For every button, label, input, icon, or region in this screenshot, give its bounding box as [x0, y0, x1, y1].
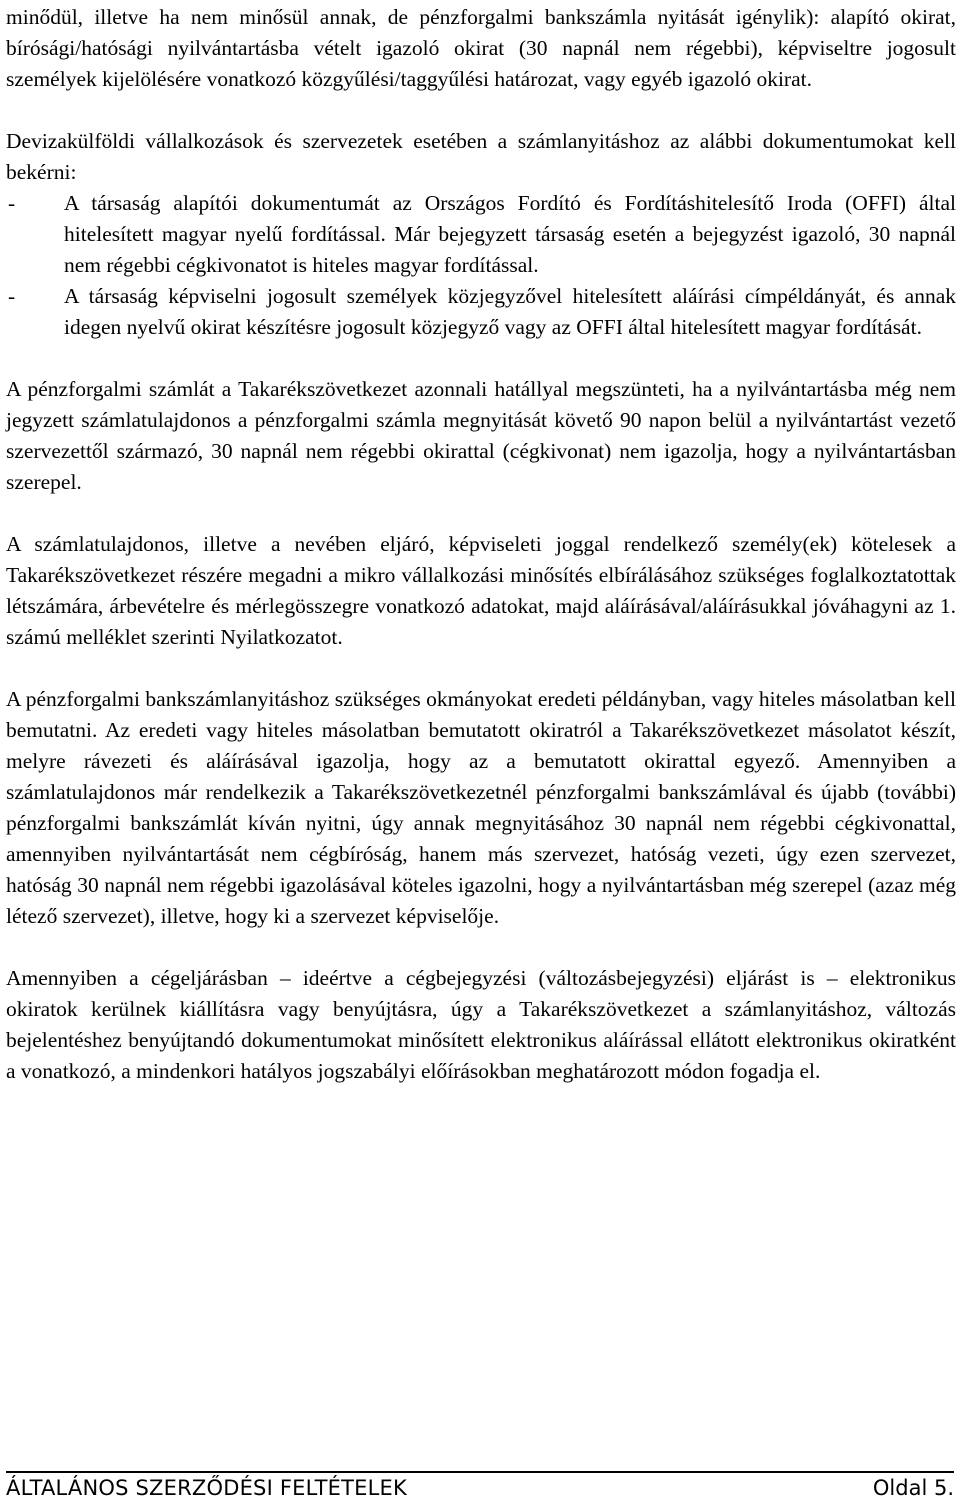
foreign-documents-list: [6, 188, 956, 343]
list-item: [6, 188, 956, 281]
document-page: [6, 2, 956, 1087]
page-footer: [6, 1471, 954, 1505]
electronic-documents-paragraph: Amennyiben a cégeljárásban – ideértve a cégbejegyzési (változásbejegyzési) eljárást is – elektronikus okiratok kerülnek kiállításra vagy benyújtásra, úgy a Takarékszövetkezet a számlanyitáshoz, változás bejelentéshez benyújtandó dokumentumokat minősített elektronikus aláírással ellátott elektronikus okiratként a vonatkozó, a mindenkori hatályos jogszabályi előírásokban meghatározott módon fogadja el.: [6, 966, 956, 1083]
intro-paragraph: minődül, illetve ha nem minősül annak, de pénzforgalmi bankszámla nyitását igénylik): alapító okirat, bírósági/hatósági nyilvántartásba vételt igazoló okirat (30 napnál nem régebbi), képviseltre jogosult személyek kijelölésére vonatkozó közgyűlési/taggyűlési határozat, vagy egyéb igazoló okirat.: [6, 5, 956, 91]
list-item-text: A társaság képviselni jogosult személyek közjegyzővel hitelesített aláírási címpéldányát, és annak idegen nyelvű okirat készítésre jogosult közjegyző vagy az OFFI által hitelesített magyar fordítását.: [64, 284, 956, 339]
micro-enterprise-paragraph: A számlatulajdonos, illetve a nevében eljáró, képviseleti joggal rendelkező személy(ek) kötelesek a Takarékszövetkezet részére megadni a mikro vállalkozási minősítés elbírálásához szükséges foglalkoztatottak létszámára, árbevételre és mérlegösszegre vonatkozó adatokat, majd aláírásával/aláírásukkal jóváhagyni az 1. számú melléklet szerinti Nyilatkozatot.: [6, 532, 956, 649]
termination-paragraph: A pénzforgalmi számlát a Takarékszövetkezet azonnali hatállyal megszünteti, ha a nyilvántartásba még nem jegyzett számlatulajdonos a pénzforgalmi számla megnyitását követő 90 napon belül a nyilvántartást vezető szervezettől származó, 30 napnál nem régebbi okirattal (cégkivonat) nem igazolja, hogy a nyilvántartásban szerepel.: [6, 377, 956, 494]
list-item: [6, 281, 956, 343]
list-item-text: A társaság alapítói dokumentumát az Országos Fordító és Fordításhitelesítő Iroda (OFFI) által hitelesített magyar nyelű fordítással. Már bejegyzett társaság esetén a bejegyzést igazoló, 30 napnál nem régebbi cégkivonatot is hiteles magyar fordítással.: [64, 191, 956, 277]
list-bullet: -: [8, 191, 16, 215]
list-bullet: -: [8, 284, 16, 308]
foreign-intro-paragraph: Devizakülföldi vállalkozások és szervezetek esetében a számlanyitáshoz az alábbi dokumentumokat kell bekérni:: [6, 129, 956, 184]
documents-paragraph: A pénzforgalmi bankszámlanyitáshoz szükséges okmányokat eredeti példányban, vagy hiteles másolatban kell bemutatni. Az eredeti vagy hiteles másolatban bemutatott okiratról a Takarékszövetkezet másolatot készít, melyre rávezeti és aláírásával igazolja, hogy az a bemutatott okirattal egyező. Amennyiben a számlatulajdonos már rendelkezik a Takarékszövetkezetnél pénzforgalmi bankszámlával és újabb (további) pénzforgalmi bankszámlát kíván nyitni, úgy annak megnyitásához 30 napnál nem régebbi cégkivonattal, amennyiben nyilvántartását nem cégbíróság, hanem más szervezet, hatóság vezeti, úgy ezen szervezet, hatóság 30 napnál nem régebbi igazolásával köteles igazolni, hogy a nyilvántartásban még szerepel (azaz még létező szervezet), illetve, hogy ki a szervezet képviselője.: [6, 687, 956, 928]
page-number: Oldal 5.: [872, 1476, 954, 1500]
footer-title: ÁLTALÁNOS SZERZŐDÉSI FELTÉTELEK: [6, 1476, 407, 1500]
